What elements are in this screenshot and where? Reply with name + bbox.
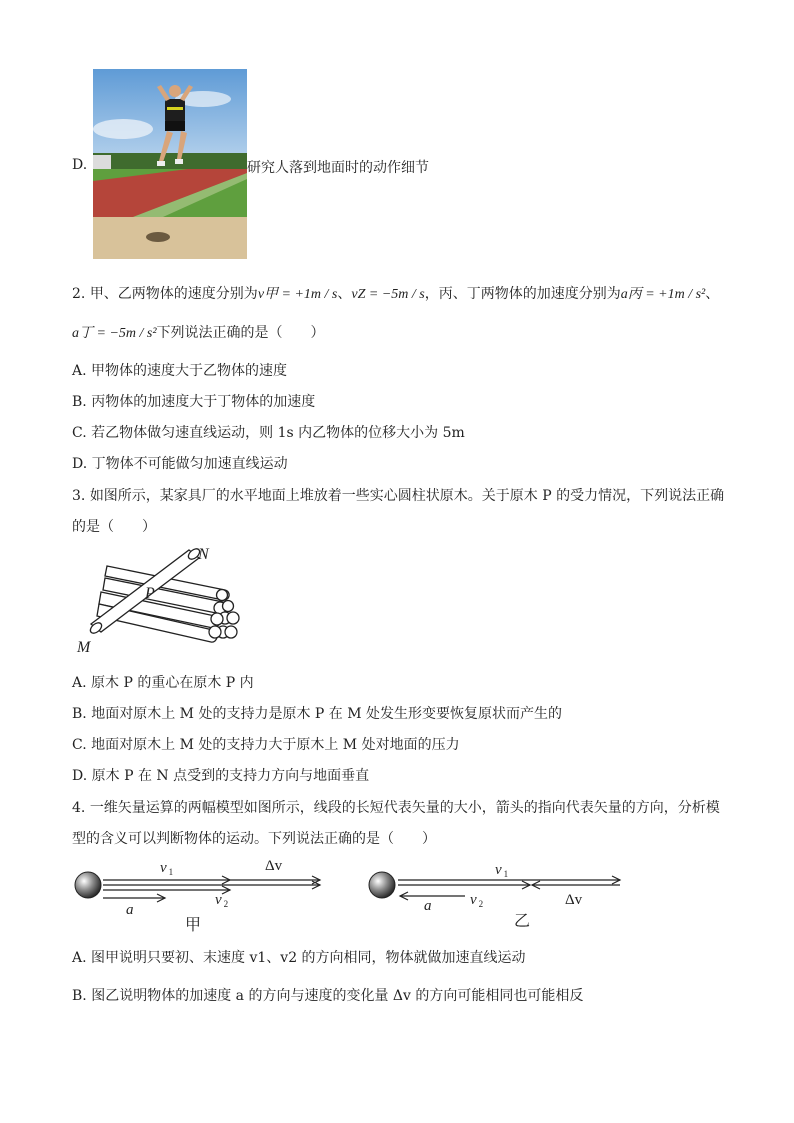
- q2-number: 2.: [72, 286, 86, 302]
- option-letter: D.: [72, 768, 88, 784]
- label-v2-yi: v: [470, 892, 477, 908]
- q2-option-b: [72, 391, 315, 411]
- q2-option-c: [72, 422, 465, 442]
- option-text: 甲物体的速度大于乙物体的速度: [91, 363, 288, 379]
- q4-option-a: [72, 947, 526, 967]
- q2-a-ding: a丁 = −5m / s²: [72, 326, 157, 341]
- label-v1-sub-yi: 1: [503, 869, 509, 879]
- option-letter: B.: [72, 988, 87, 1004]
- q3-option-a: [72, 672, 254, 692]
- q2-question: 下列说法正确的是（ ）: [156, 325, 325, 341]
- q3-question: 的是（ ）: [72, 519, 156, 535]
- label-a-yi: a: [424, 898, 432, 914]
- label-p: P: [145, 585, 155, 602]
- svg-text:v2: [215, 892, 228, 909]
- option-letter: A.: [72, 363, 87, 379]
- label-v1-jia: v: [160, 860, 167, 876]
- q2-a-bing: a丙 = +1m / s²: [620, 287, 706, 302]
- option-text: 图乙说明物体的加速度 a 的方向与速度的变化量 Δv 的方向可能相同也可能相反: [91, 988, 584, 1004]
- figure-yi: [369, 862, 620, 930]
- caption-jia: 甲: [185, 917, 202, 932]
- ball-yi: [369, 872, 395, 898]
- q3-line1: [72, 485, 724, 505]
- long-jump-photo: [93, 69, 247, 259]
- log-end: [209, 626, 221, 638]
- q2-text-a: 甲、乙两物体的速度分别为: [89, 286, 258, 302]
- option-text: 丁物体不可能做匀加速直线运动: [91, 456, 288, 472]
- q2-option-a: [72, 360, 287, 380]
- q3-text: 如图所示，某家具厂的水平地面上堆放着一些实心圆柱状原木。关于原木 P 的受力情况，下列说法正确: [89, 488, 725, 504]
- vector-figures: [70, 852, 630, 932]
- q3-number: 3.: [72, 488, 86, 504]
- log-end: [223, 601, 234, 612]
- svg-text:v1: [495, 862, 508, 879]
- label-n: N: [198, 546, 209, 563]
- caption-yi: 乙: [514, 913, 531, 930]
- q2-sep2: 、: [705, 286, 720, 302]
- option-letter: D.: [72, 456, 88, 472]
- option-letter: C.: [72, 425, 87, 441]
- logs-figure: [75, 542, 245, 657]
- q1-option-d-letter: D.: [72, 157, 88, 173]
- option-text: 原木 P 在 N 点受到的支持力方向与地面垂直: [91, 768, 370, 784]
- label-m: M: [77, 639, 91, 656]
- log-end: [217, 590, 228, 601]
- label-a-jia: a: [126, 902, 134, 918]
- svg-text:v1: [160, 860, 173, 877]
- svg-text:v2: [470, 892, 483, 909]
- q4-text: 一维矢量运算的两幅模型如图所示，线段的长短代表矢量的大小，箭头的指向代表矢量的方向，分析模: [89, 800, 720, 816]
- q2-line1: [72, 283, 719, 303]
- option-text: 丙物体的加速度大于丁物体的加速度: [91, 394, 316, 410]
- q2-option-d: [72, 453, 288, 473]
- option-text: 原木 P 的重心在原木 P 内: [91, 675, 254, 691]
- option-text: 地面对原木上 M 处的支持力大于原木上 M 处对地面的压力: [91, 737, 460, 753]
- option-letter: A.: [72, 675, 87, 691]
- option-text: 图甲说明只要初、末速度 v1、v2 的方向相同，物体就做加速直线运动: [91, 950, 526, 966]
- figure-jia: [75, 858, 320, 932]
- q2-v-yi: vZ = −5m / s: [351, 287, 425, 302]
- q4-line2: [72, 828, 436, 848]
- label-dv-yi: Δv: [565, 892, 583, 908]
- ball-jia: [75, 872, 101, 898]
- label-v2-sub-jia: 2: [223, 899, 229, 909]
- q2-sep1: 、: [337, 286, 352, 302]
- q4-line1: [72, 797, 720, 817]
- label-v2-jia: v: [215, 892, 222, 908]
- q2-v-jia: v甲 = +1m / s: [257, 287, 338, 302]
- label-dv-jia: Δv: [265, 858, 283, 874]
- option-text: 地面对原木上 M 处的支持力是原木 P 在 M 处发生形变要恢复原状而产生的: [91, 706, 562, 722]
- q1-option-d-text: 研究人落到地面时的动作细节: [247, 160, 429, 176]
- q3-option-b: [72, 703, 562, 723]
- log-end: [227, 612, 239, 624]
- q3-option-c: [72, 734, 460, 754]
- q3-line2: [72, 516, 156, 536]
- q3-option-d: [72, 765, 369, 785]
- label-v1-sub-jia: 1: [168, 867, 174, 877]
- option-letter: B.: [72, 706, 87, 722]
- q4-question: 型的含义可以判断物体的运动。下列说法正确的是（ ）: [72, 831, 436, 847]
- q4-option-b: [72, 985, 583, 1005]
- log-end: [225, 626, 237, 638]
- label-v2-sub-yi: 2: [478, 899, 484, 909]
- q2-line2: [72, 322, 325, 342]
- option-letter: C.: [72, 737, 87, 753]
- q4-number: 4.: [72, 800, 86, 816]
- option-letter: A.: [72, 950, 87, 966]
- option-text: 若乙物体做匀速直线运动，则 1s 内乙物体的位移大小为 5m: [91, 425, 465, 441]
- q2-text-b: ，丙、丁两物体的加速度分别为: [424, 286, 621, 302]
- log-end: [211, 613, 223, 625]
- option-letter: B.: [72, 394, 87, 410]
- label-v1-yi: v: [495, 862, 502, 878]
